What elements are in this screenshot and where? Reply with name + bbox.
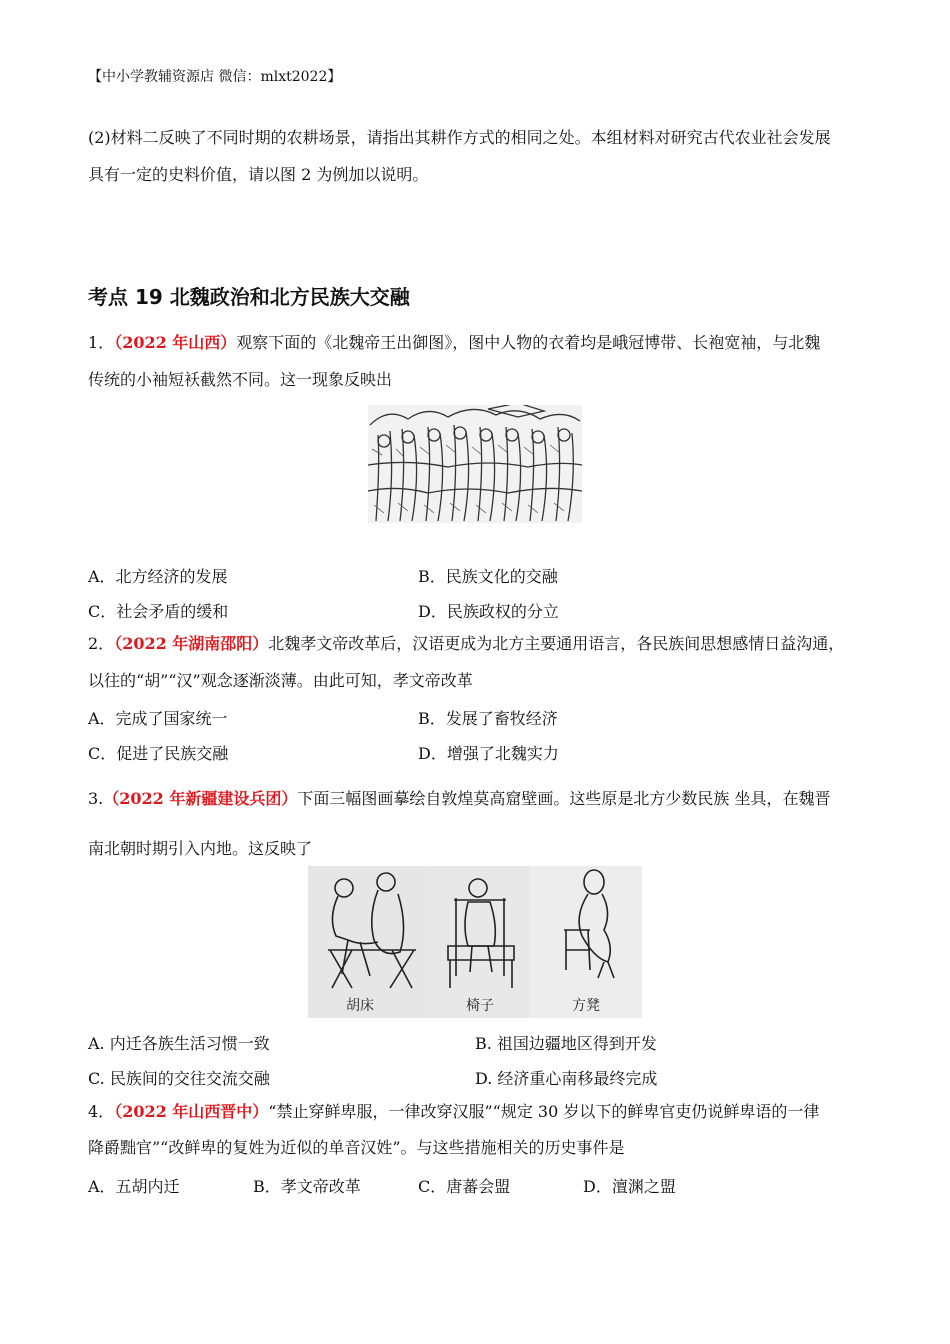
q2-option-a: A．完成了国家统一: [88, 709, 228, 728]
q3-number: 3.: [88, 789, 104, 808]
q4-option-a: A．五胡内迁: [88, 1177, 180, 1196]
q3-option-b: B. 祖国边疆地区得到开发: [475, 1034, 657, 1053]
q3-option-a: A. 内迁各族生活习惯一致: [88, 1034, 270, 1053]
q2-option-c: C．促进了民族交融: [88, 744, 229, 763]
beiwei-emperor-procession-image: [368, 405, 582, 523]
q2-text1: 北魏孝文帝改革后，汉语更成为北方主要通用语言，各民族间思想感情日益沟通，: [268, 634, 845, 653]
q4-option-d: D．澶渊之盟: [583, 1177, 676, 1196]
q4-text1: “禁止穿鲜卑服，一律改穿汉服”“规定 30 岁以下的鲜卑官吏仍说鲜卑语的一律: [268, 1102, 820, 1121]
q1-line2: 传统的小袖短袄截然不同。这一现象反映出: [88, 370, 393, 389]
material-q2-line2: 具有一定的史料价值，请以图 2 为例加以说明。: [88, 165, 429, 184]
q4-option-b: B．孝文帝改革: [253, 1177, 361, 1196]
q1-text1: 观察下面的《北魏帝王出御图》，图中人物的衣着均是峨冠博带、长袍宽袖，与北魏: [236, 333, 821, 352]
q2-line2: 以往的“胡”“汉”观念逐渐淡薄。由此可知，孝文帝改革: [88, 671, 473, 690]
q3-text1: 下面三幅图画摹绘自敦煌莫高窟壁画。这些原是北方少数民族 坐具，在魏晋: [297, 789, 831, 808]
caption-square-stool: 方凳: [572, 998, 600, 1014]
q4-number: 4．: [88, 1102, 115, 1121]
q3-line2: 南北朝时期引入内地。这反映了: [88, 839, 313, 858]
material-q2-line1: (2)材料二反映了不同时期的农耕场景，请指出其耕作方式的相同之处。本组材料对研究古代农业社会发展: [88, 128, 831, 147]
q2-line1: [88, 634, 844, 654]
q4-line2: 降爵黜官”“改鲜卑的复姓为近似的单音汉姓”。与这些措施相关的历史事件是: [88, 1138, 625, 1157]
q1-number: 1．: [88, 333, 115, 352]
dunhuang-seating-images: [308, 866, 642, 1018]
q4-line1: [88, 1102, 819, 1122]
q4-source: （2022 年山西晋中）: [114, 1102, 269, 1121]
q3-source: （2022 年新疆建设兵团）: [103, 789, 298, 808]
q1-option-b: B．民族文化的交融: [418, 567, 558, 586]
q2-option-d: D．增强了北魏实力: [418, 744, 559, 763]
q2-number: 2．: [88, 634, 115, 653]
section-title: 考点 19 北魏政治和北方民族大交融: [88, 285, 410, 309]
q4-option-c: C．唐蕃会盟: [418, 1177, 511, 1196]
q1-option-c: C．社会矛盾的缓和: [88, 602, 229, 621]
q3-option-d: D. 经济重心南移最终完成: [475, 1069, 658, 1088]
caption-chair: 椅子: [466, 998, 494, 1014]
q1-option-a: A．北方经济的发展: [88, 567, 228, 586]
q1-line1: [88, 333, 820, 353]
q2-option-b: B．发展了畜牧经济: [418, 709, 558, 728]
q3-option-c: C. 民族间的交往交流交融: [88, 1069, 270, 1088]
caption-hu-bed: 胡床: [346, 998, 374, 1014]
page-header: 【中小学教辅资源店 微信：mlxt2022】: [88, 69, 342, 85]
q2-source: （2022 年湖南邵阳）: [114, 634, 269, 653]
q1-option-d: D．民族政权的分立: [418, 602, 559, 621]
q1-source: （2022 年山西）: [114, 333, 237, 352]
q3-line1: [88, 789, 830, 809]
